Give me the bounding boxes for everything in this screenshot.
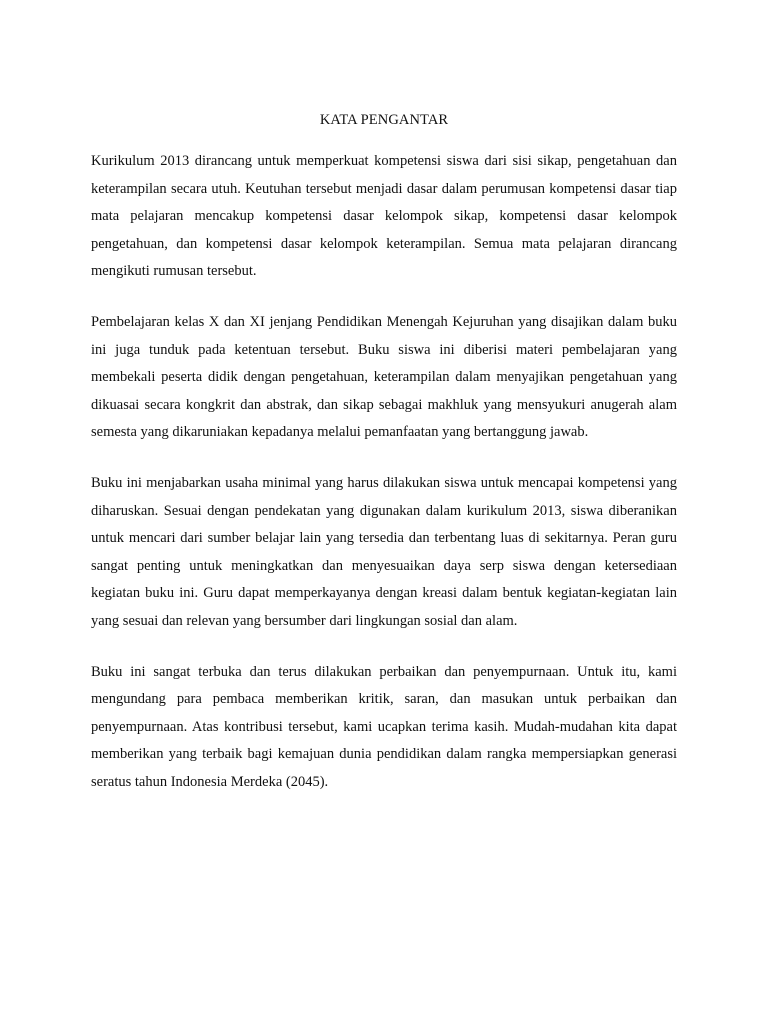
document-page: [91, 108, 677, 819]
paragraph-4: Buku ini sangat terbuka dan terus dilakukan perbaikan dan penyempurnaan. Untuk itu, kami mengundang para pembaca memberikan kritik, saran, dan masukan untuk perbaikan dan penyempurnaan. Atas kontribusi tersebut, kami ucapkan terima kasih. Mudah-mudahan kita dapat memberikan yang terbaik bagi kemajuan dunia pendidikan dalam rangka mempersiapkan generasi seratus tahun Indonesia Merdeka (2045).: [91, 663, 677, 790]
page-title: KATA PENGANTAR: [319, 112, 449, 128]
paragraph-2: Pembelajaran kelas X dan XI jenjang Pendidikan Menengah Kejuruhan yang disajikan dalam buku ini juga tunduk pada ketentuan tersebut. Buku siswa ini diberisi materi pembelajaran yang membekali peserta didik dengan pengetahuan, keterampilan dalam menyajikan pengetahuan yang dikuasai secara kongkrit dan abstrak, dan sikap sebagai makhluk yang mensyukuri anugerah alam semesta yang dikaruniakan kepadanya melalui pemanfaatan yang bertanggung jawab.: [91, 313, 677, 441]
paragraph-1: Kurikulum 2013 dirancang untuk memperkuat kompetensi siswa dari sisi sikap, pengetahuan dan keterampilan secara utuh. Keutuhan tersebut menjadi dasar dalam perumusan kompetensi dasar tiap mata pelajaran mencakup kompetensi dasar kelompok sikap, kompetensi dasar kelompok pengetahuan, dan kompetensi dasar kelompok keterampilan. Semua mata pelajaran dirancang mengikuti rumusan tersebut.: [91, 153, 677, 280]
paragraph-3: Buku ini menjabarkan usaha minimal yang harus dilakukan siswa untuk mencapai kompetensi yang diharuskan. Sesuai dengan pendekatan yang digunakan dalam kurikulum 2013, siswa diberanikan untuk mencari dari sumber belajar lain yang tersedia dan terbentang luas di sekitarnya. Peran guru sangat penting untuk meningkatkan dan menyesuaikan daya serp siswa dengan ketersediaan kegiatan buku ini. Guru dapat memperkayanya dengan kreasi dalam bentuk kegiatan-kegiatan lain yang sesuai dan relevan yang bersumber dari lingkungan sosial dan alam.: [91, 474, 677, 629]
